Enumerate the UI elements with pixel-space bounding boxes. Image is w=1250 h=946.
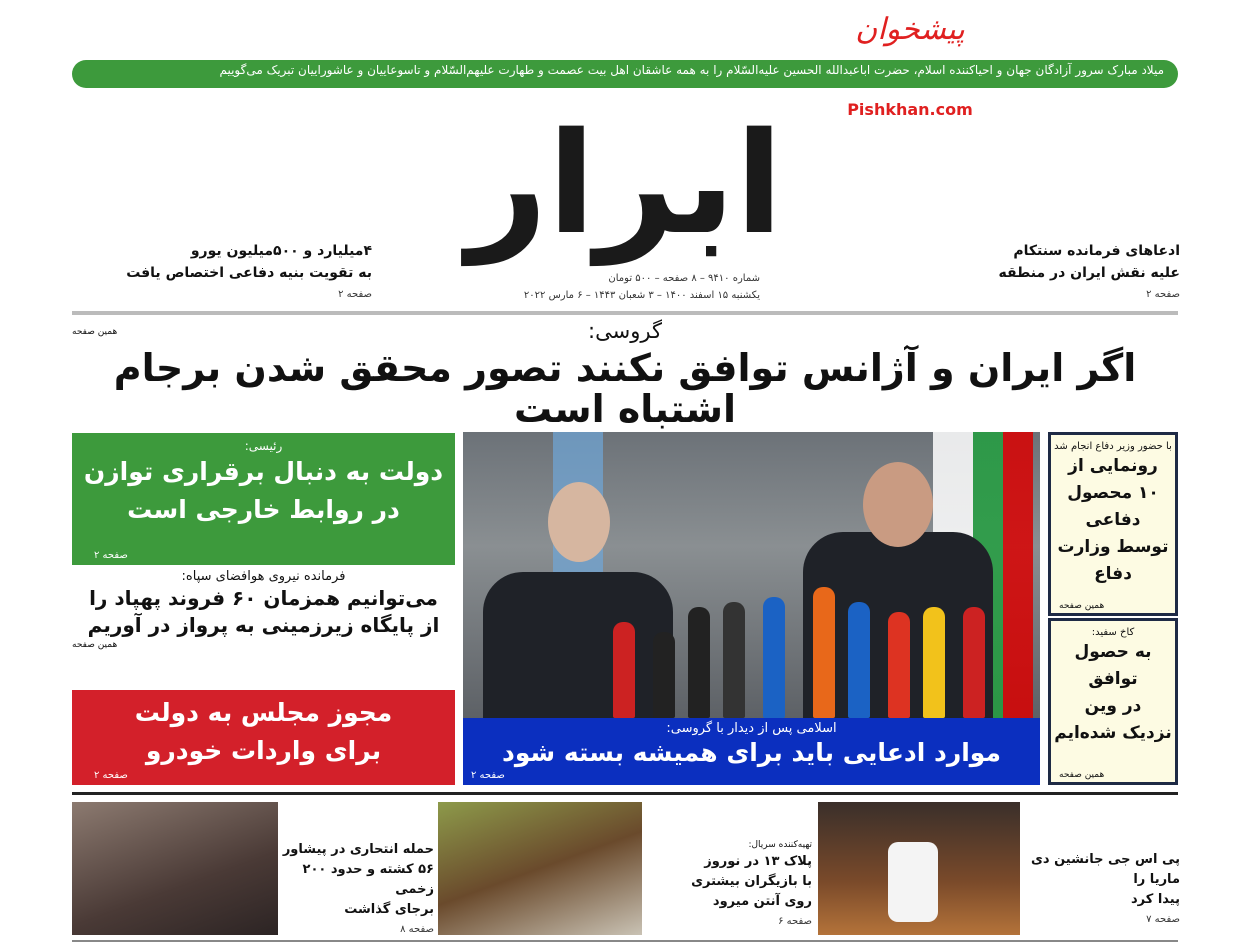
bottom-story-2[interactable] xyxy=(646,838,812,932)
person-head xyxy=(863,462,933,547)
page-ref: صفحه ۷ xyxy=(1146,914,1180,925)
watermark-logo: پیشخوان xyxy=(855,12,965,47)
story-headline-line: در وین xyxy=(1084,696,1142,716)
banner-text: میلاد مبارک سرور آزادگان جهان و احیاکننده اسلام، حضرت اباعبدالله الحسین علیه‌السّلام را به همه عاشقان اهل بیت عصمت و طهارت علیهم‌السّلام و تاسوعاییان و عاشوراییان تبریک می‌گوییم xyxy=(219,63,1164,77)
issue-info xyxy=(420,270,760,304)
story-headline-line2: برای واردات خودرو xyxy=(145,736,382,765)
microphone xyxy=(688,607,710,718)
story-kicker: با حضور وزیر دفاع انجام شد xyxy=(1054,441,1172,452)
caption-headline: موارد ادعایی باید برای همیشه بسته شود xyxy=(502,738,1001,767)
microphone xyxy=(888,612,910,718)
main-photo xyxy=(463,432,1040,718)
bottom-story-1[interactable] xyxy=(282,840,434,940)
story-headline-line: توسط وزارت دفاع xyxy=(1057,537,1169,584)
story-headline-line1: مجوز مجلس به دولت xyxy=(134,698,393,727)
red-story-box[interactable] xyxy=(72,690,455,785)
story-kicker: رئیسی: xyxy=(244,439,283,453)
caption-kicker: اسلامی پس از دیدار با گروسی: xyxy=(666,721,837,736)
story-headline-line1: می‌توانیم همزمان ۶۰ فروند پهپاد را xyxy=(89,586,438,610)
defense-story-box[interactable] xyxy=(1048,432,1178,616)
newspaper-logo: ابرار xyxy=(466,103,784,266)
issue-date: یکشنبه ۱۵ اسفند ۱۴۰۰ – ۳ شعبان ۱۴۴۳ – ۶ مارس ۲۰۲۲ xyxy=(523,290,760,301)
green-story-box[interactable] xyxy=(72,433,455,565)
microphone xyxy=(763,597,785,718)
story-line: حمله انتحاری در پیشاور xyxy=(282,842,434,857)
page-ref: صفحه ۲ xyxy=(94,550,128,561)
watermark-url: Pishkhan.com xyxy=(847,100,973,119)
person-grossi xyxy=(483,572,673,718)
page-ref: همین صفحه xyxy=(1059,770,1105,780)
page-ref: همین صفحه xyxy=(1059,601,1105,611)
story-line: برجای گذاشت xyxy=(344,902,434,917)
microphone xyxy=(963,607,985,718)
story-kicker: فرمانده نیروی هوافضای سپاه: xyxy=(181,569,346,584)
side-right-line2: علیه نقش ایران در منطقه xyxy=(998,265,1180,281)
microphone xyxy=(653,632,675,718)
psg-photo xyxy=(818,802,1020,935)
player-figure xyxy=(888,842,938,922)
top-banner xyxy=(72,60,1178,88)
bottom-rule xyxy=(72,940,1178,942)
story-headline-line1: دولت به دنبال برقراری توازن xyxy=(83,457,444,486)
person-head xyxy=(548,482,610,562)
side-left-line2: به تقویت بنیه دفاعی اختصاص یافت xyxy=(126,265,372,281)
series-photo xyxy=(438,802,642,935)
story-headline-line2: در روابط خارجی است xyxy=(127,495,400,524)
issue-number: شماره ۹۴۱۰ – ۸ صفحه – ۵۰۰ تومان xyxy=(608,273,760,284)
microphone xyxy=(613,622,635,718)
story-kicker: کاخ سفید: xyxy=(1091,627,1135,638)
irgc-story[interactable] xyxy=(72,568,455,651)
page-ref: صفحه ۶ xyxy=(778,916,812,927)
story-line: روی آنتن میرود xyxy=(712,894,812,909)
story-headline-line: رونمایی از xyxy=(1068,456,1158,476)
main-headline[interactable]: اگر ایران و آژانس توافق نکنند تصور محقق شدن برجام اشتباه است xyxy=(113,346,1137,431)
main-kicker: گروسی: xyxy=(588,319,662,343)
masthead-rule xyxy=(72,311,1178,315)
side-story-right[interactable] xyxy=(900,240,1180,306)
page-ref: همین صفحه xyxy=(72,640,118,650)
photo-caption[interactable] xyxy=(463,718,1040,785)
story-headline-line: به حصول توافق xyxy=(1074,642,1152,689)
page-ref: صفحه ۲ xyxy=(1146,289,1180,300)
story-line: پیدا کرد xyxy=(1131,892,1180,907)
white-house-story-box[interactable] xyxy=(1048,618,1178,785)
story-line: پلاک ۱۳ در نوروز xyxy=(704,854,812,869)
story-headline-line: نزدیک شده‌ایم xyxy=(1054,723,1172,743)
story-headline-line2: از پایگاه زیرزمینی به پرواز در آوریم xyxy=(87,613,440,637)
page-ref: صفحه ۲ xyxy=(94,770,128,781)
page-ref: صفحه ۲ xyxy=(338,289,372,300)
bottom-story-3[interactable] xyxy=(1024,850,1180,930)
story-kicker: تهیه‌کننده سریال: xyxy=(748,840,812,850)
story-headline-line: ۱۰ محصول دفاعی xyxy=(1067,483,1159,530)
side-right-line1: ادعاهای فرمانده سنتکام xyxy=(1013,243,1180,259)
microphone xyxy=(813,587,835,718)
side-left-line1: ۴میلیارد و ۵۰۰میلیون یورو xyxy=(190,243,372,259)
microphone xyxy=(723,602,745,718)
story-line: پی اس جی جانشین دی ماریا را xyxy=(1030,852,1180,887)
page-ref: صفحه ۲ xyxy=(471,770,505,781)
microphone xyxy=(848,602,870,718)
story-line: با بازیگران بیشتری xyxy=(691,874,812,889)
story-line: ۵۶ کشته و حدود ۲۰۰ زخمی xyxy=(302,862,434,897)
page-ref: صفحه ۸ xyxy=(400,924,434,935)
section-divider xyxy=(72,792,1178,795)
microphone xyxy=(923,607,945,718)
side-story-left[interactable] xyxy=(72,240,372,306)
page-ref: همین صفحه xyxy=(72,327,118,337)
peshawar-photo xyxy=(72,802,278,935)
